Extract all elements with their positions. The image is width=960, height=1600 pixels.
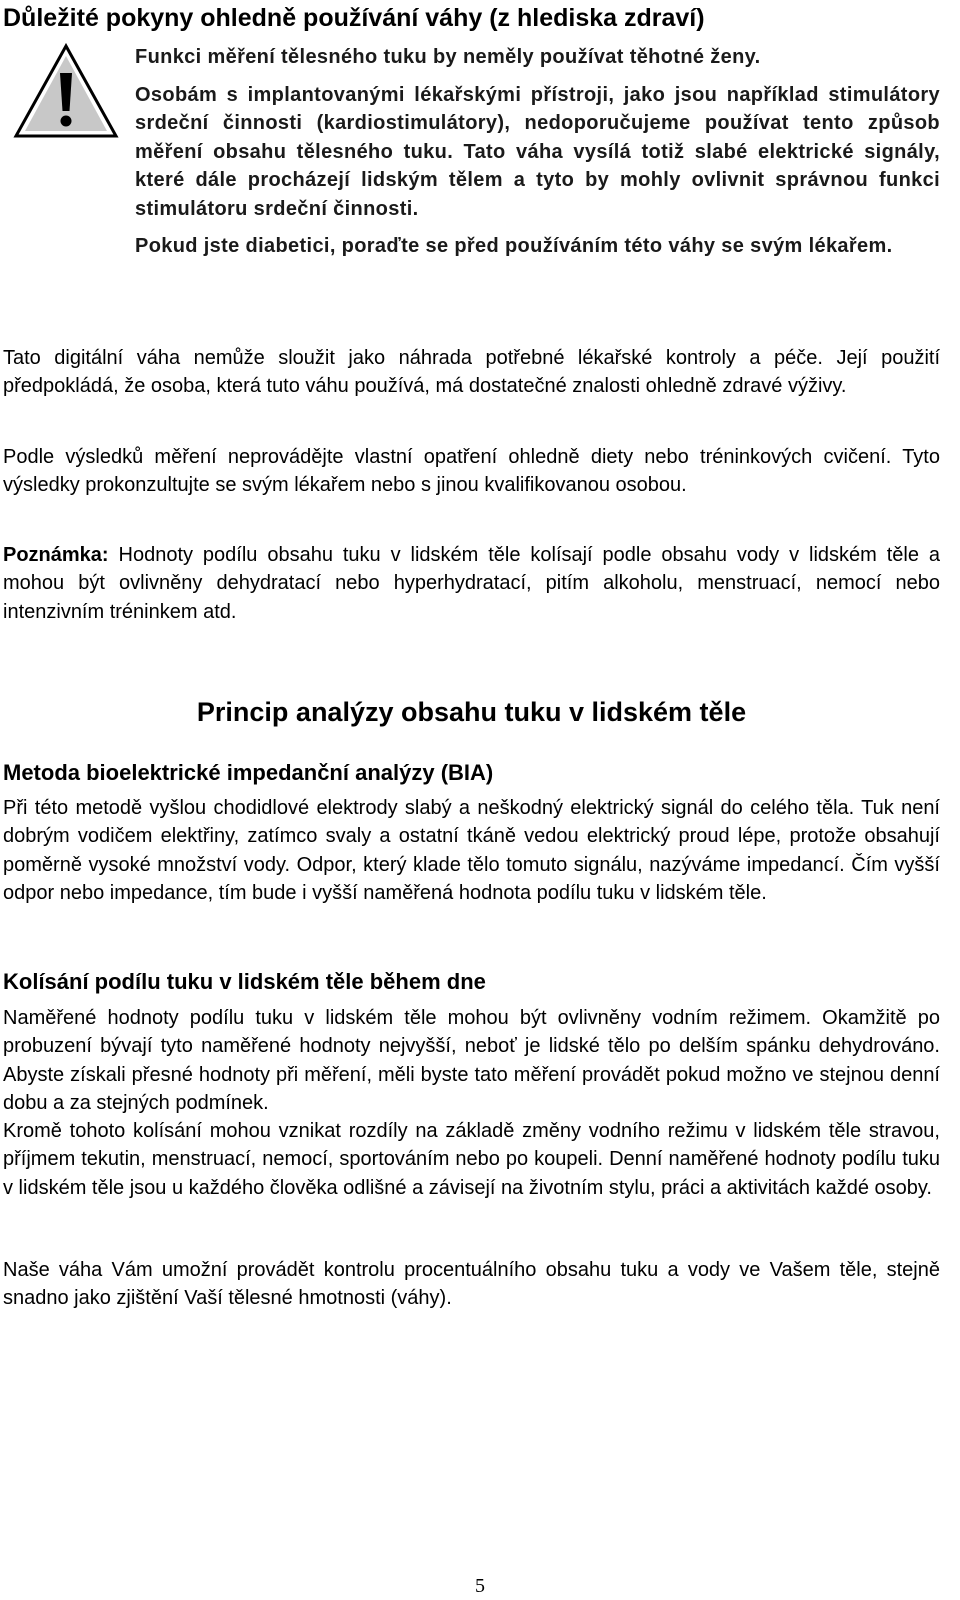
note-paragraph [3,541,940,626]
warning-diabetes: Pokud jste diabetici, poraďte se před používáním této váhy se svým lékařem. [135,235,893,257]
warning-implants: Osobám s implantovanými lékařskými přístroji, jako jsou například stimulátory srdeční činnosti (kardiostimulátory), nedoporučujeme používat tento způsob měření obsahu tělesného tuku. Tato váha vysílá totiž slabé elektrické signály, které dále procházejí lidským tělem a tyto by mohly ovlivnit správnou funkci stimulátoru srdeční činnosti. [135,83,940,220]
fluctuation-paragraph: Naměřené hodnoty podílu tuku v lidském těle mohou být ovlivněny vodním režimem. Okamžitě po probuzení bývají tyto naměřené hodnoty nejvyšší, neboť je lidské tělo po delším spánku dehydrováno. Abyste získali přesné hodnoty při měření, měli byste tato měření provádět pokud možno ve stejnou denní dobu a za stejných podmínek. Kromě tohoto kolísání mohou vznikat rozdíly na základě změny vodního režimu v lidském těle stravou, příjmem tekutin, menstruací, nemocí, sportováním nebo po koupeli. Denní naměřené hodnoty podílu tuku v lidském těle jsou u každého člověka odlišné a závisejí na životním stylu, práci a aktivitách každé osoby. [3,1007,940,1199]
bia-heading: Metoda bioelektrické impedanční analýzy (BIA) [3,760,494,785]
principle-title: Princip analýzy obsahu tuku v lidském těle [196,697,747,727]
warning-pregnancy: Funkci měření tělesného tuku by neměly používat těhotné ženy. [135,46,761,68]
warning-triangle-icon [13,43,119,139]
note-label: Poznámka: [3,544,109,566]
paragraph-medical-control: Tato digitální váha nemůže sloužit jako náhrada potřebné lékařské kontroly a péče. Její použití předpokládá, že osoba, která tuto váhu používá, má dostatečné znalosti ohledně zdravé výživy. [3,347,940,398]
warning-block [135,43,940,261]
fluctuation-heading: Kolísání podílu tuku v lidském těle během dne [3,969,486,994]
bia-paragraph: Při této metodě vyšlou chodidlové elektrody slabý a neškodný elektrický signál do celého těla. Tuk není dobrým vodičem elektřiny, zatímco svaly a ostatní tkáně vedou elektrický proud lépe, protože obsahují poměrně vysoké množství vody. Odpor, který klade tělo tomuto signálu, nazýváme impedancí. Čím vyšší odpor nebo impedance, tím bude i vyšší naměřená hodnota podílu tuku v lidském těle. [3,797,940,904]
note-text: Hodnoty podílu obsahu tuku v lidském těle kolísají podle obsahu vody v lidském těle a mohou být ovlivněny dehydratací nebo hyperhydratací, pitím alkoholu, menstruací, nemocí nebo intenzivním tréninkem atd. [3,544,940,623]
closing-paragraph: Naše váha Vám umožní provádět kontrolu procentuálního obsahu tuku a vody ve Vašem těle, stejně snadno jako zjištění Vaší tělesné hmotnosti (váhy). [3,1259,940,1310]
page-number: 5 [475,1575,485,1597]
paragraph-diet-advice: Podle výsledků měření neprovádějte vlastní opatření ohledně diety nebo tréninkových cvičení. Tyto výsledky prokonzultujte se svým lékařem nebo s jinou kvalifikovanou osobou. [3,446,940,497]
safety-section-title: Důležité pokyny ohledně používání váhy (z hlediska zdraví) [3,4,705,32]
